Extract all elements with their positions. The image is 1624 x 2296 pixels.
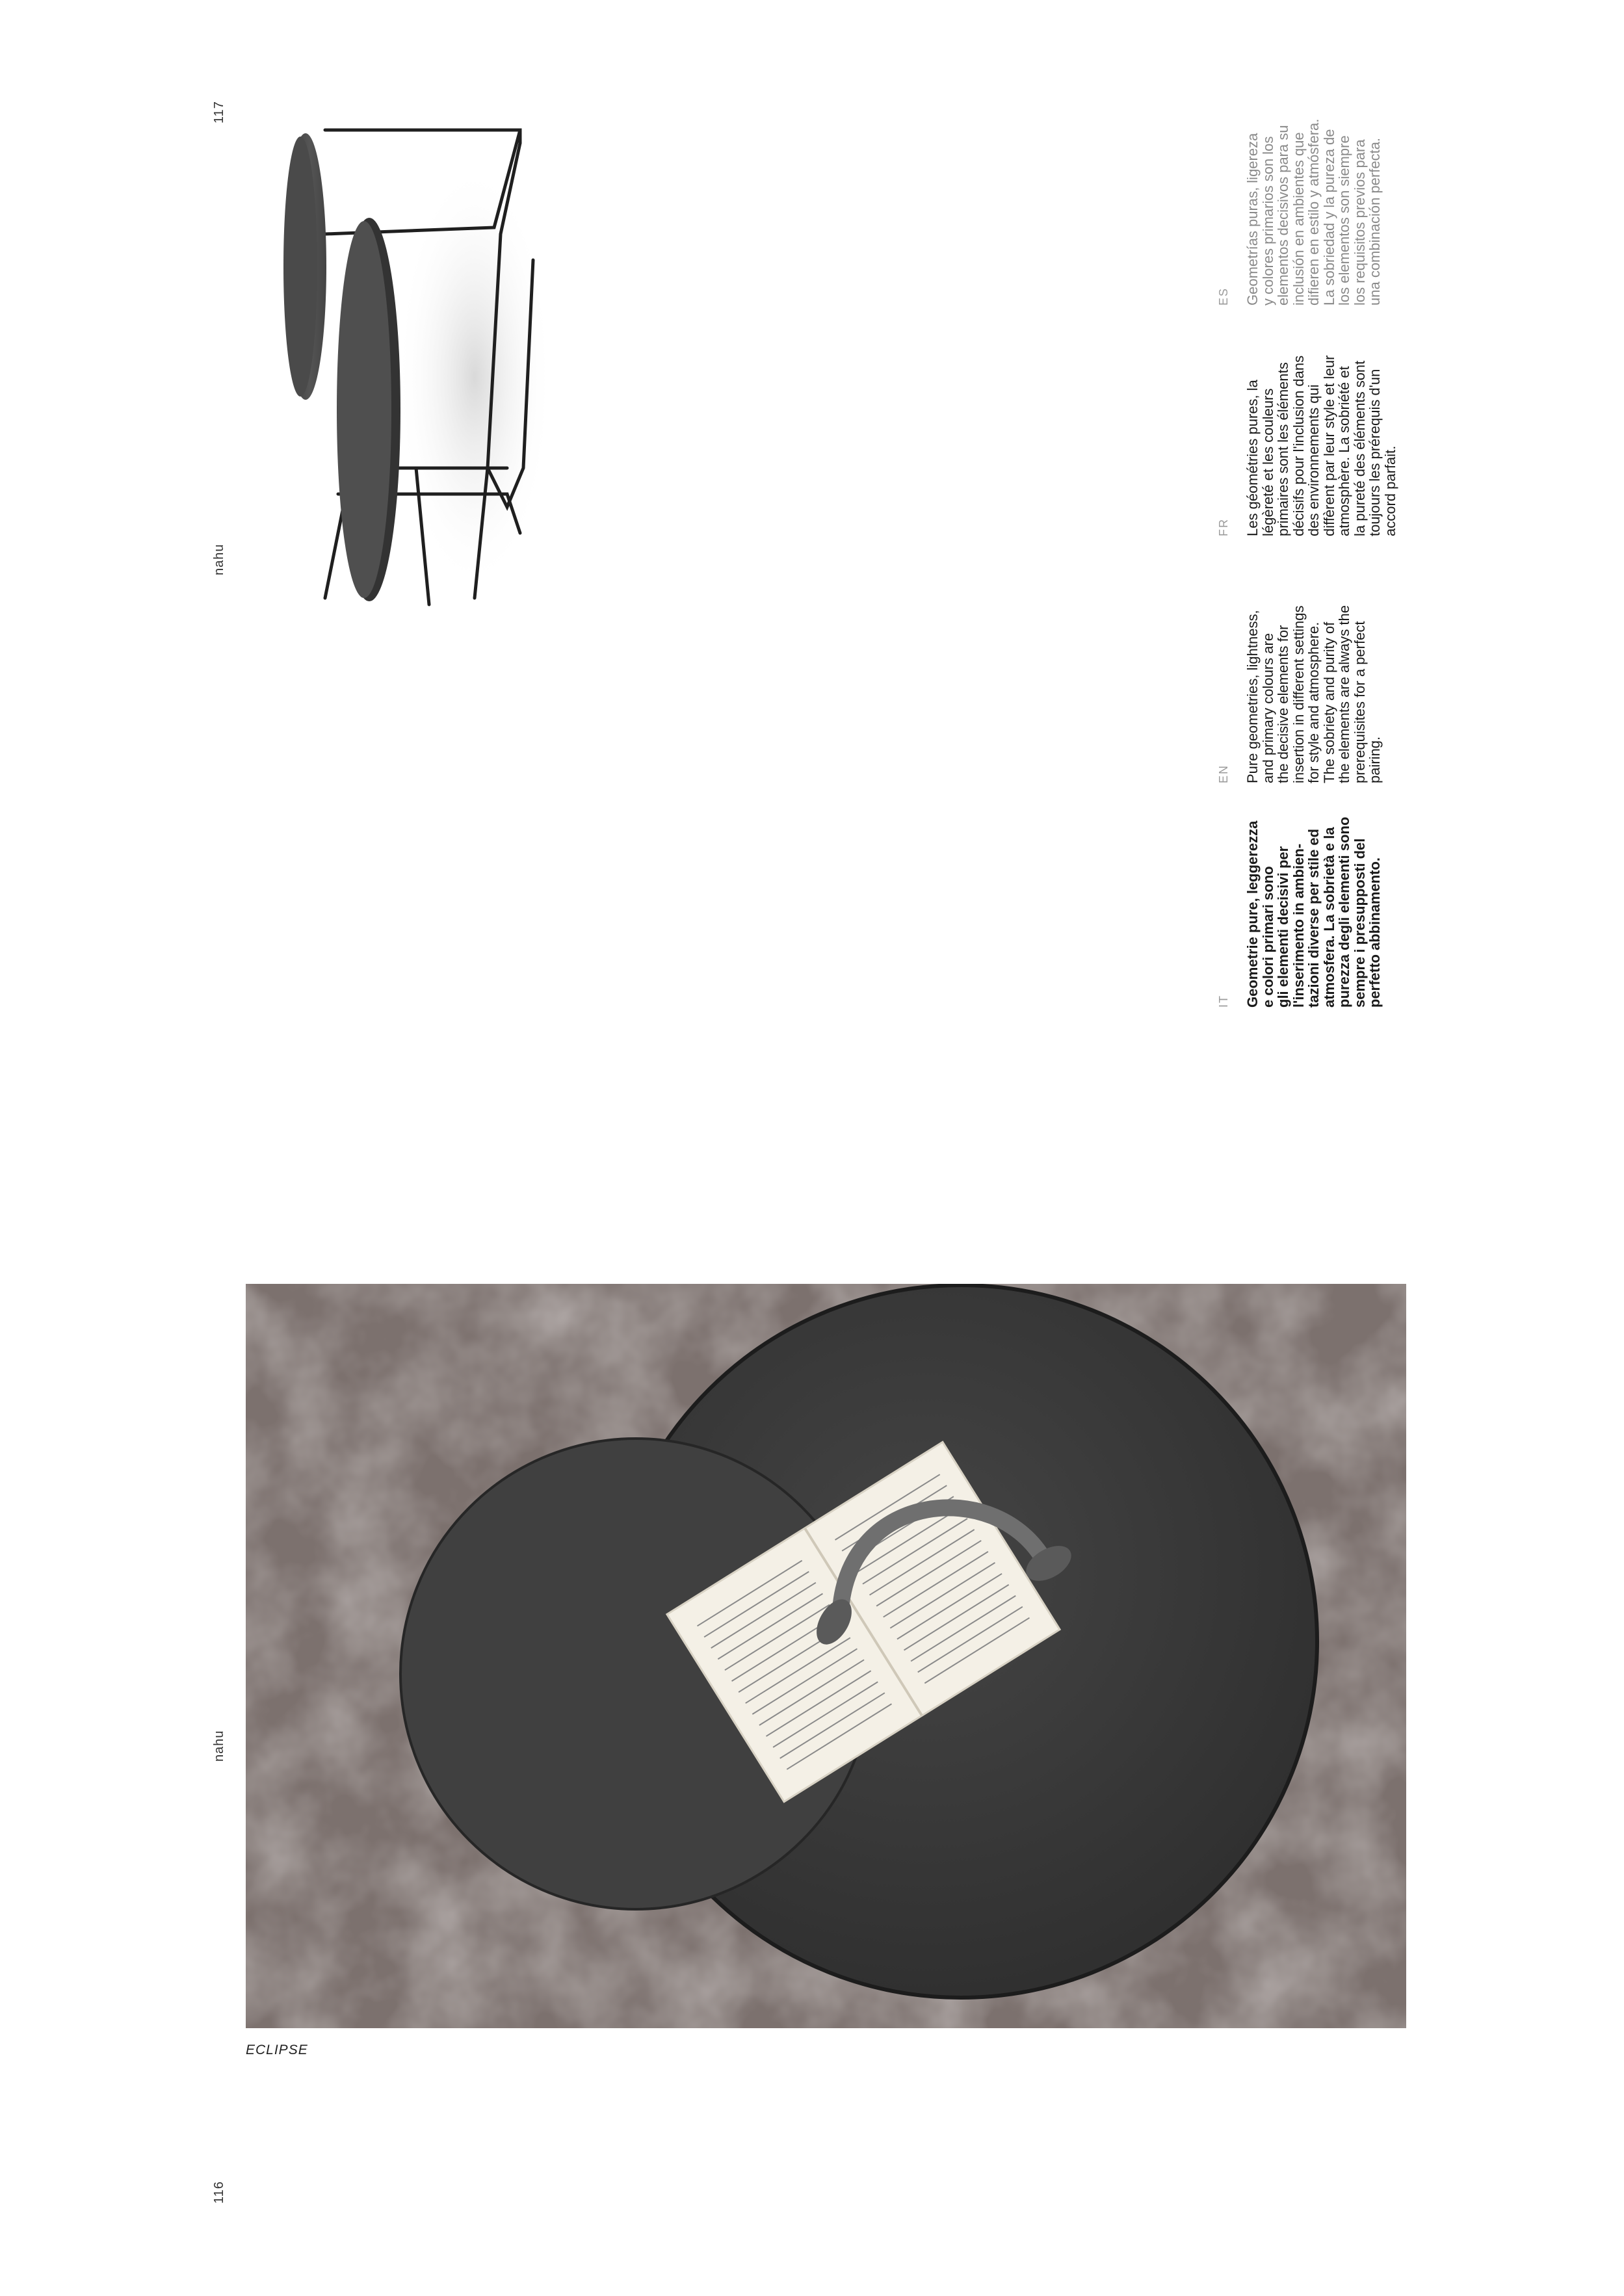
lang-column-it <box>1217 817 1383 1008</box>
lang-code-fr: FR <box>1217 518 1230 536</box>
folio-number-right: 117 <box>212 101 226 124</box>
lang-column-es <box>1217 119 1383 306</box>
lang-code-it: IT <box>1217 995 1230 1008</box>
lang-text-es: Geometrías puras, ligereza y colores primarios son los elementos decisivos para su inclusión en ambientes que difieren en estilo y atmósfera. La sobriedad y la pureza de los elementos son siempre los requisitos previos para una combinación perfecta. <box>1244 118 1383 306</box>
brand-name-left: nahu <box>212 1730 226 1762</box>
main-product-photo <box>246 1284 1406 2028</box>
lang-column-fr <box>1217 356 1398 536</box>
lang-code-es: ES <box>1217 287 1230 306</box>
lang-text-it: Geometrie pure, leggerezza e colori primari sono gli elementi decisivi per l'inserimento in ambien- tazioni diverse per stile ed atmosfera. La sobrietà e la purezza degli elementi sono sempre i presupposti del perfetto abbinamento. <box>1244 816 1383 1008</box>
lang-text-fr: Les géométries pures, la légèreté et les couleurs primaires sont les éléments décisifs pour l'inclusion dans des environnements qui diffèrent par leur style et leur atmosphère. La sobriété et la pureté des éléments sont toujours les prérequis d'un accord parfait. <box>1244 355 1398 536</box>
brand-name-right: nahu <box>212 543 226 575</box>
lang-code-en: EN <box>1217 764 1230 783</box>
product-caption: ECLIPSE <box>246 2042 308 2057</box>
product-cutout-image <box>260 104 572 611</box>
lang-column-en <box>1217 605 1383 783</box>
folio-number-left: 116 <box>212 2181 226 2204</box>
lang-text-en: Pure geometries, lightness, and primary colours are the decisive elements for insertion in different settings for style and atmosphere. The sobriety and purity of the elements are always the prerequisites for a perfect pairing. <box>1244 605 1383 783</box>
